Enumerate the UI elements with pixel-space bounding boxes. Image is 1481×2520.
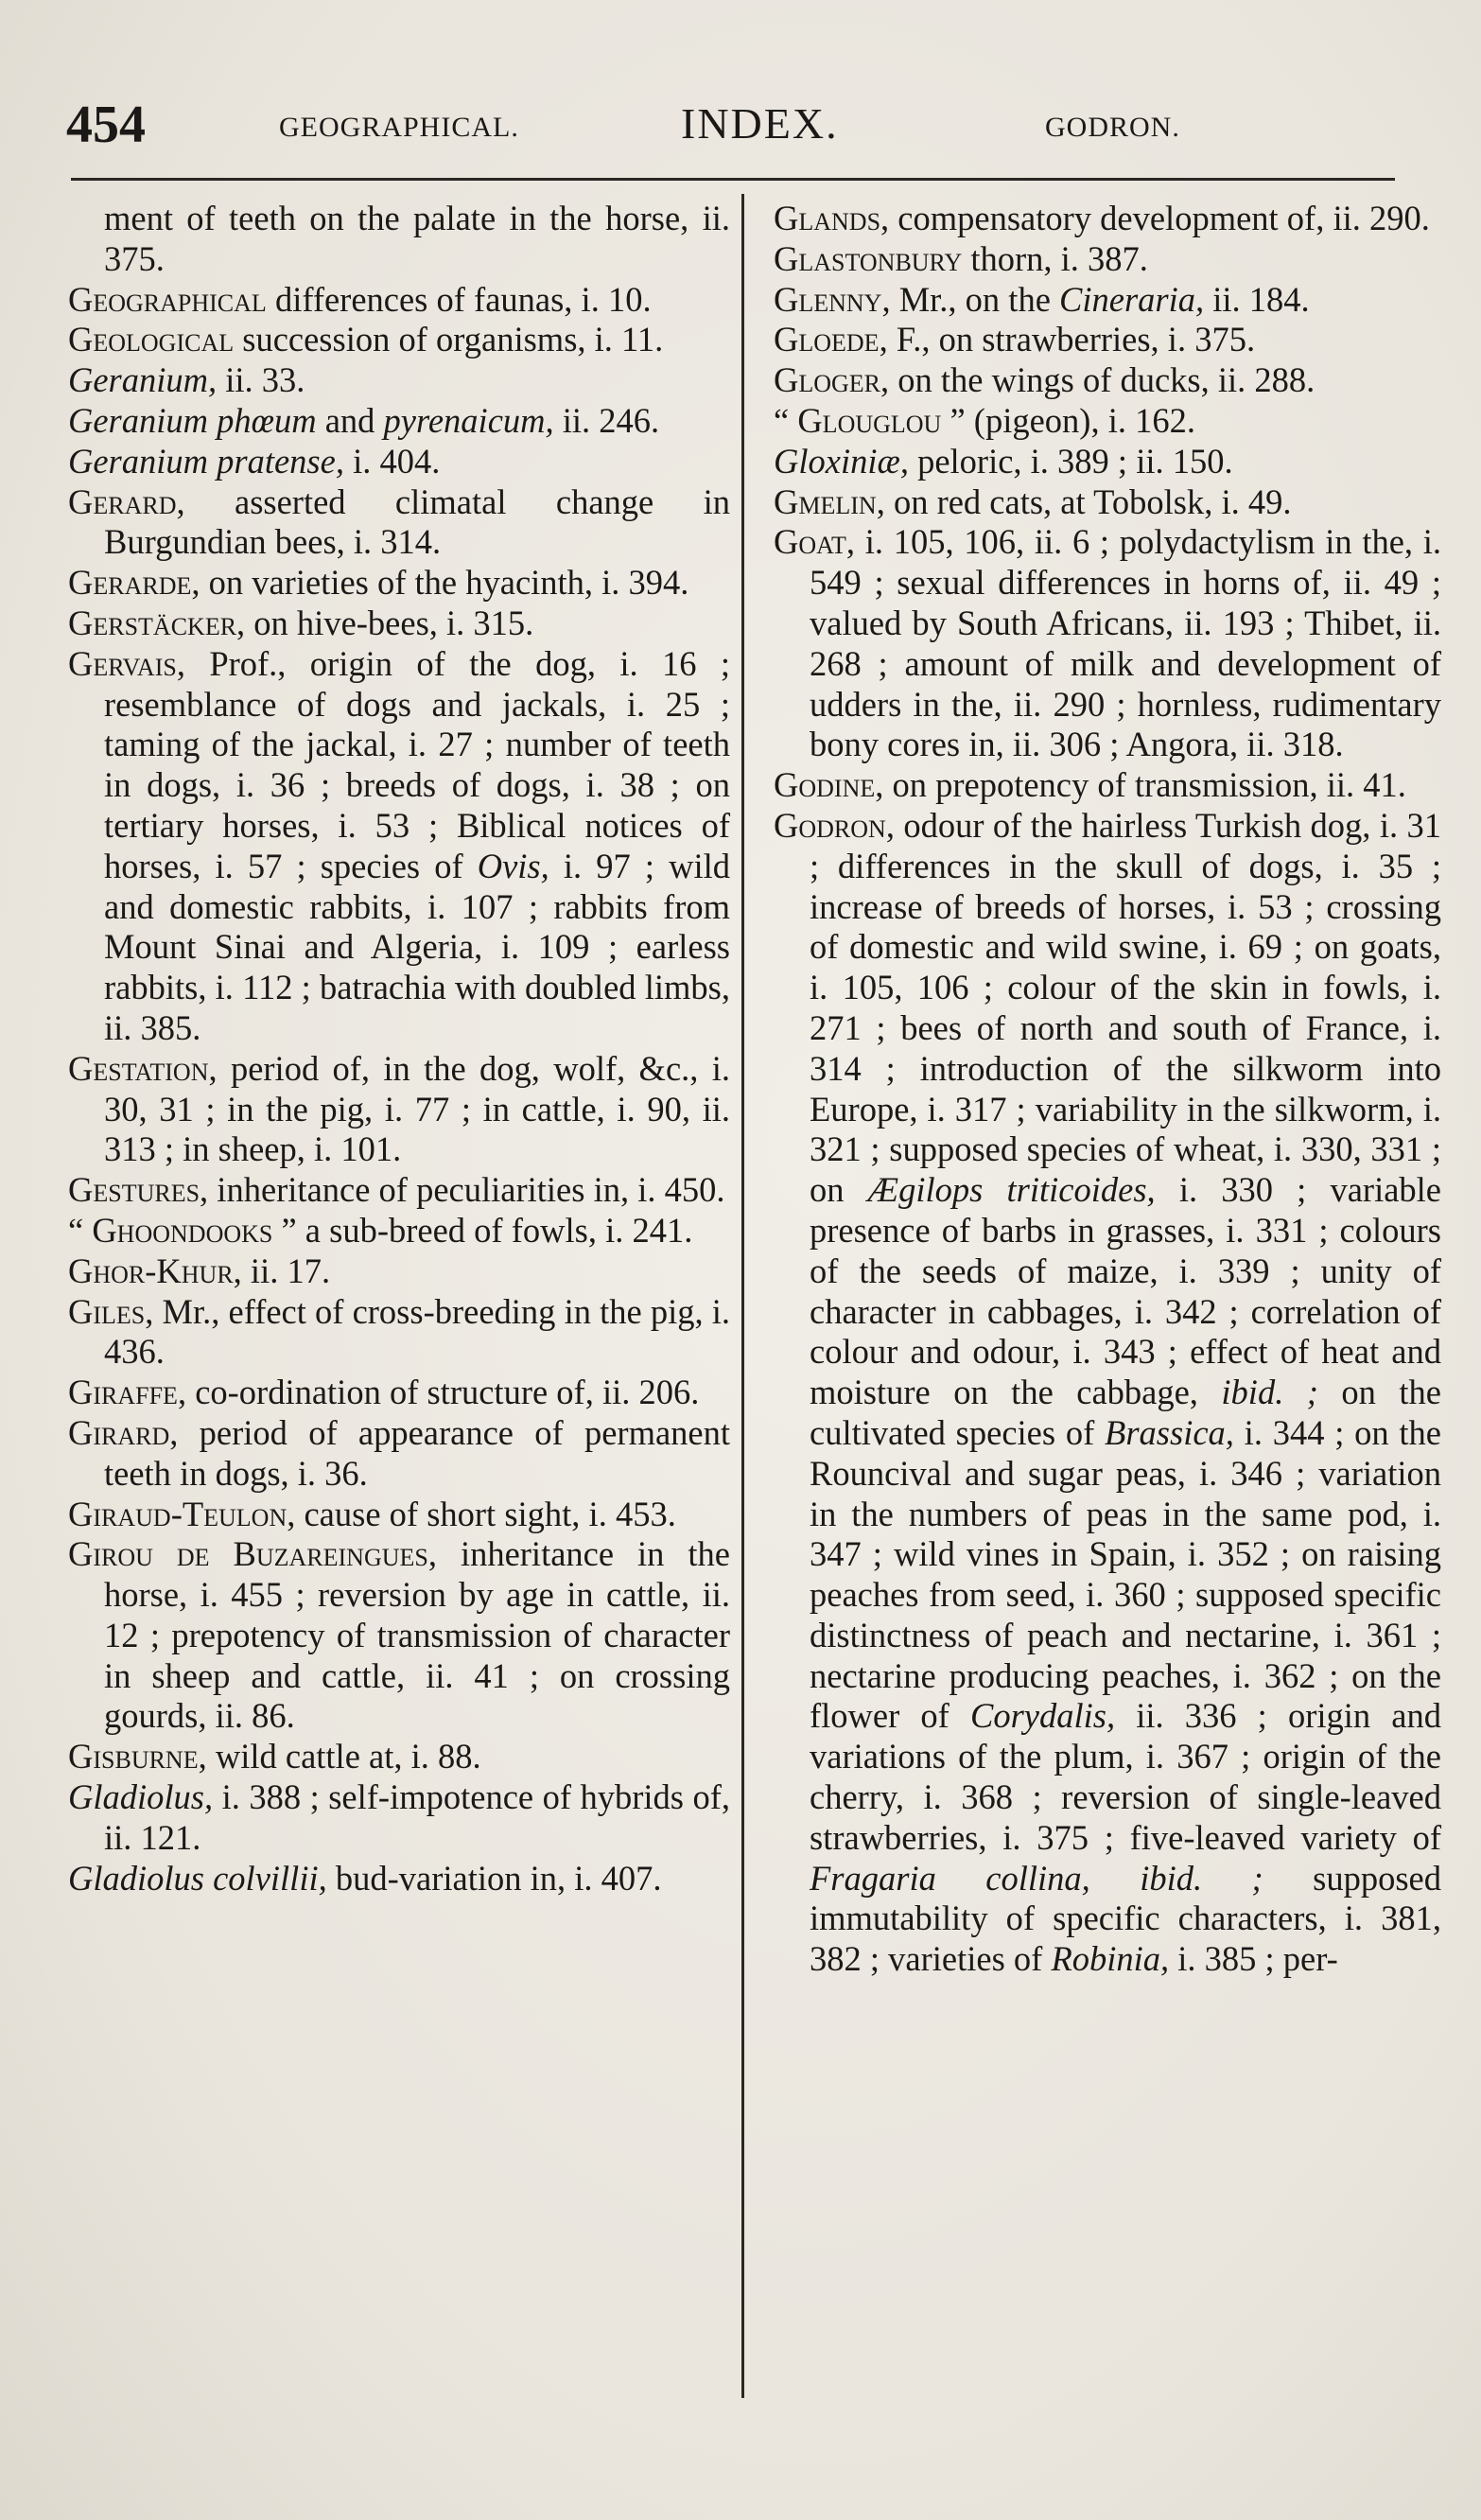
index-entry bbox=[68, 1534, 730, 1737]
running-head-left: GEOGRAPHICAL. bbox=[279, 112, 519, 143]
entry-text bbox=[1090, 1859, 1140, 1898]
index-entry bbox=[774, 280, 1441, 321]
entry-text: i. 97 ; wild and domestic rabbits, i. 107 ; rabbits from Mount Sinai and Algeria, i. 109 ; earless rabbits, i. 112 ; batrachia with doubled limbs, ii. 385. bbox=[104, 846, 730, 1047]
entry-headword: Geological bbox=[68, 320, 235, 359]
entry-text: succession of organisms, i. 11. bbox=[234, 320, 664, 359]
italic-term: ibid. ; bbox=[1140, 1858, 1263, 1898]
entry-text: ” a sub-breed of fowls, i. 241. bbox=[272, 1210, 693, 1250]
entry-text: i. 330 ; variable presence of barbs in grasses, i. 331 ; colours of the seeds of maize, i. 339 ; unity of character in cabbages, i. 342 ; correlation of colour and odour, i. 343 ; effect of heat and moisture on the cabbage, bbox=[810, 1170, 1442, 1412]
index-column-right bbox=[774, 199, 1441, 1980]
entry-headword: Giraffe bbox=[68, 1373, 178, 1412]
index-entry bbox=[68, 1413, 730, 1495]
italic-term: ibid. ; bbox=[1221, 1373, 1318, 1412]
entry-text: , on prepotency of transmission, ii. 41. bbox=[875, 765, 1406, 805]
entry-text: , wild cattle at, i. 88. bbox=[198, 1737, 481, 1776]
entry-text: on the cultivated species of bbox=[810, 1373, 1441, 1452]
entry-text: , on the wings of ducks, ii. 288. bbox=[880, 360, 1315, 400]
entry-headword: Gerard bbox=[68, 481, 177, 521]
entry-headword: Glastonbury bbox=[774, 238, 963, 278]
index-entry bbox=[68, 1859, 730, 1899]
entry-text: ment of teeth on the palate in the horse, ii. 375. bbox=[104, 199, 730, 278]
index-entry bbox=[774, 401, 1441, 442]
entry-headword: Gerstäcker bbox=[68, 603, 237, 642]
entry-headword: Godron bbox=[774, 805, 886, 845]
running-head-center: INDEX. bbox=[681, 99, 839, 148]
italic-term: Cineraria, bbox=[1059, 279, 1205, 319]
entry-headword: Gisburne bbox=[68, 1737, 199, 1776]
entry-headword: Ghor-Khur bbox=[68, 1251, 234, 1290]
entry-headword: Glouglou bbox=[797, 400, 942, 440]
entry-headword: Giles bbox=[68, 1291, 146, 1331]
column-rule bbox=[741, 194, 744, 2398]
index-entry bbox=[68, 1211, 730, 1251]
entry-text: ” (pigeon), i. 162. bbox=[941, 400, 1195, 440]
entry-text: , on varieties of the hyacinth, i. 394. bbox=[191, 563, 689, 603]
entry-text: , Prof., origin of the dog, i. 16 ; resemblance of dogs and jackals, i. 25 ; taming of the jackal, i. 27 ; number of teeth in dogs, i. 36 ; breeds of dogs, i. 38 ; on tertiary horses, i. 53 ; Biblical notices of horses, i. 57 ; species of bbox=[104, 643, 730, 885]
entry-text: i. 404. bbox=[343, 441, 441, 481]
entry-headword: Gmelin bbox=[774, 481, 877, 521]
italic-term: Geranium, bbox=[68, 360, 218, 400]
entry-text: bud-variation in, i. 407. bbox=[326, 1858, 662, 1898]
italic-term: Geranium pratense, bbox=[68, 441, 344, 481]
entry-text: “ bbox=[68, 1210, 93, 1250]
entry-headword: Geographical bbox=[68, 279, 267, 319]
entry-text: , period of appearance of permanent teeth in dogs, i. 36. bbox=[104, 1412, 730, 1493]
index-entry bbox=[68, 1292, 730, 1374]
index-entry bbox=[774, 360, 1441, 401]
italic-term: pyrenaicum, bbox=[383, 400, 554, 440]
entry-headword: Ghoondooks bbox=[92, 1210, 273, 1250]
entry-text: ii. 246. bbox=[553, 400, 660, 440]
entry-text: i. 388 ; self-impotence of hybrids of, ii. 121. bbox=[104, 1777, 730, 1857]
italic-term: Robinia, bbox=[1051, 1939, 1170, 1979]
index-entry bbox=[774, 199, 1441, 239]
entry-text: , compensatory development of, ii. 290. bbox=[880, 199, 1430, 237]
entry-text: thorn, i. 387. bbox=[962, 238, 1148, 278]
italic-term: Geranium phœum bbox=[68, 400, 317, 440]
index-entry bbox=[774, 442, 1441, 482]
entry-headword: Glands bbox=[774, 199, 881, 237]
entry-headword: Gloede bbox=[774, 320, 880, 359]
index-entry bbox=[774, 320, 1441, 360]
entry-text: , cause of short sight, i. 453. bbox=[287, 1494, 676, 1533]
index-entry bbox=[68, 1495, 730, 1535]
index-entry bbox=[68, 482, 730, 564]
entry-text: , on hive-bees, i. 315. bbox=[236, 603, 534, 642]
index-entry bbox=[774, 806, 1441, 1980]
index-entry bbox=[68, 644, 730, 1049]
index-entry bbox=[774, 522, 1441, 765]
index-entry bbox=[774, 482, 1441, 523]
entry-text: peloric, i. 389 ; ii. 150. bbox=[908, 441, 1233, 481]
index-entry bbox=[68, 199, 730, 280]
italic-term: Brassica, bbox=[1105, 1412, 1234, 1452]
italic-term: Ægilops triticoides, bbox=[867, 1170, 1156, 1210]
italic-term: Gloxiniæ, bbox=[774, 441, 909, 481]
entry-text: , i. 105, 106, ii. 6 ; polydactylism in the, i. 549 ; sexual differences in horns of, ii. 49 ; valued by South Africans, ii. 193 ; Thibet, ii. 268 ; amount of milk and development of udders in the, ii. 290 ; hornless, rudimentary bony cores in, ii. 306 ; Angora, ii. 318. bbox=[810, 522, 1441, 764]
entry-headword: Gerarde bbox=[68, 563, 192, 603]
entry-text: i. 344 ; on the Rouncival and sugar peas, i. 346 ; variation in the numbers of peas in the same pod, i. 347 ; wild vines in Spain, i. 352 ; on raising peaches from seed, i. 360 ; supposed specific distinctness of peach and nectarine, i. 361 ; nectarine producing peaches, i. 362 ; on the flower of bbox=[810, 1412, 1441, 1736]
entry-text: i. 385 ; per- bbox=[1169, 1939, 1338, 1979]
index-entry bbox=[774, 765, 1441, 806]
entry-text: ii. 184. bbox=[1204, 279, 1310, 319]
index-entry bbox=[68, 1737, 730, 1777]
index-entry bbox=[68, 1777, 730, 1859]
index-entry bbox=[68, 442, 730, 482]
entry-text: , on red cats, at Tobolsk, i. 49. bbox=[876, 481, 1292, 521]
index-entry bbox=[68, 360, 730, 401]
italic-term: Corydalis, bbox=[969, 1696, 1116, 1736]
entry-text: differences of faunas, i. 10. bbox=[266, 279, 652, 319]
index-entry bbox=[68, 563, 730, 604]
entry-text: , inheritance of peculiarities in, i. 450. bbox=[200, 1170, 725, 1210]
entry-text: , Mr., effect of cross-breeding in the pig, i. 436. bbox=[104, 1291, 730, 1372]
entry-text: , ii. 17. bbox=[233, 1251, 331, 1290]
entry-text: , asserted climatal change in Burgundian bees, i. 314. bbox=[104, 481, 730, 562]
entry-text: , F., on strawberries, i. 375. bbox=[879, 320, 1256, 359]
entry-headword: Goat bbox=[774, 522, 846, 562]
index-entry bbox=[68, 1170, 730, 1211]
index-entry bbox=[68, 401, 730, 442]
italic-term: Ovis, bbox=[477, 846, 549, 885]
index-column-left bbox=[68, 199, 730, 1899]
entry-headword: Girou de Buzareingues bbox=[68, 1534, 428, 1574]
entry-text: , co-ordination of structure of, ii. 206. bbox=[177, 1373, 700, 1412]
running-head bbox=[66, 95, 1428, 170]
entry-text: , odour of the hairless Turkish dog, i. 31 ; differences in the skull of dogs, i. 35 ; increase of breeds of horses, i. 53 ; crossing of domestic and wild swine, i. 69 ; on goats, i. 105, 106 ; colour of the skin in fowls, i. 271 ; bees of north and south of France, i. 314 ; introduction of the silkworm into Europe, i. 317 ; variability in the silkworm, i. 321 ; supposed species of wheat, i. 330, 331 ; on bbox=[810, 805, 1441, 1210]
entry-headword: Godine bbox=[774, 765, 876, 805]
entry-text: , Mr., on the bbox=[881, 279, 1060, 319]
entry-headword: Giraud-Teulon bbox=[68, 1494, 287, 1533]
entry-text: and bbox=[316, 400, 384, 440]
entry-headword: Glenny bbox=[774, 279, 882, 319]
index-entry bbox=[68, 1049, 730, 1170]
header-rule bbox=[71, 178, 1395, 181]
running-head-right: GODRON. bbox=[1045, 112, 1180, 143]
index-entry bbox=[68, 1251, 730, 1292]
entry-text: supposed immutability of specific characters, i. 381, 382 ; varieties of bbox=[810, 1858, 1442, 1979]
index-entry bbox=[68, 1373, 730, 1413]
italic-term: Gladiolus colvillii, bbox=[68, 1858, 327, 1898]
entry-headword: Girard bbox=[68, 1412, 170, 1452]
entry-text: , period of, in the dog, wolf, &c., i. 30, 31 ; in the pig, i. 77 ; in cattle, i. 90, ii. 313 ; in sheep, i. 101. bbox=[104, 1048, 730, 1169]
entry-headword: Gloger bbox=[774, 360, 881, 400]
index-entry bbox=[774, 239, 1441, 280]
index-entry bbox=[68, 604, 730, 644]
entry-headword: Gestation bbox=[68, 1048, 209, 1088]
italic-term: Fragaria collina, bbox=[810, 1858, 1090, 1898]
entry-text: , inheritance in the horse, i. 455 ; reversion by age in cattle, ii. 12 ; prepotency of transmission of character in sheep and cattle, ii. 41 ; on crossing gourds, ii. 86. bbox=[104, 1534, 730, 1736]
entry-headword: Gestures bbox=[68, 1170, 200, 1210]
entry-text: “ bbox=[774, 400, 798, 440]
page-number: 454 bbox=[66, 96, 146, 154]
italic-term: Gladiolus, bbox=[68, 1777, 214, 1817]
index-entry bbox=[68, 280, 730, 321]
entry-text: ii. 33. bbox=[217, 360, 305, 400]
index-entry bbox=[68, 320, 730, 360]
entry-text: ii. 336 ; origin and variations of the plum, i. 367 ; origin of the cherry, i. 368 ; reversion of single-leaved strawberries, i. 375 ; five-leaved variety of bbox=[810, 1696, 1442, 1857]
entry-headword: Gervais bbox=[68, 643, 177, 683]
